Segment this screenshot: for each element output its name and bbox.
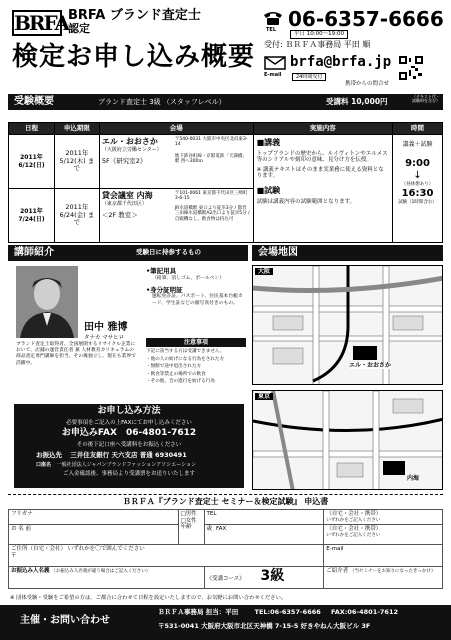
tel-label: TEL [266,27,277,33]
email-label-form: E-mail [326,545,344,552]
col-venue: 会場 [99,123,253,135]
osaka-label: 大阪 [255,268,273,275]
row-venue [99,135,253,189]
email-label: E-mail [264,72,282,78]
tel-type-hint: いずれかをご記入ください [326,517,381,523]
age-unit: 歳 [206,525,213,532]
lecturer-section-title: 講師紹介 [14,247,54,258]
notice-line: ・無断で途中退出された方 [146,364,202,370]
logo [12,10,69,36]
time-start: 9:00 [405,158,430,170]
apply-fax-label: お申込みFAX [61,428,117,439]
exam-fee: 受講料 10,000円 [326,97,388,106]
lecturer-kana: タナカ マサヒロ [84,335,125,341]
apply-bank-label: お振込先 [36,450,62,459]
hours-badge: 平日 10:00～19:00 [290,30,348,39]
lecturer-name: 田中 雅博 [84,322,128,333]
notice-title: 注意事項 [146,338,246,347]
tel-type-label: （自宅・会社・携帯） [326,511,382,517]
apply-line2: その後下記口座へ受講料をお振込ください [76,442,182,449]
bring-list [146,268,246,307]
venue-name: エル・おおさか [101,137,158,146]
apply-line3: ご入金確認後、事務局より受講票をお送りいたします [62,470,195,477]
fax-type-field[interactable] [324,524,443,544]
main-title: 検定お申し込み概要 [12,42,256,72]
test-text: 試験は講義内容の試験範囲となります。 [256,198,356,205]
bring-item-text: （鉛筆、消しゴム、ボールペン） [152,275,225,281]
col-date: 日程 [9,123,55,135]
email-address[interactable]: brfa@brfa.jp [290,54,392,70]
form-row [9,524,443,544]
form-row [9,566,443,588]
course-label: 《受講コース》 [206,575,245,582]
row-venue [99,189,253,243]
apply-fax-row [14,428,244,439]
time-note1: （昼休憩あり） [401,182,434,188]
time-title: 講義＋試験 [402,141,433,148]
lecture-title: ■講義 [256,138,281,147]
postal-label: 〒 [11,552,17,559]
email-field[interactable] [324,544,443,566]
bring-title: 受験日に持参するもの [136,248,201,256]
tokyo-venue-label: 内海 [407,475,420,482]
tel-type-field[interactable] [324,510,443,525]
schedule-header-row [9,123,443,135]
venue-access: JR水道橋駅 東口より徒歩3分 / 都営三田線水道橋駅A2出口より徒歩5分 / 自販機なし、飲食物は持込可 [174,205,250,222]
tokyo-label: 東京 [255,393,273,400]
time-arrow: ↓ [413,170,422,182]
schedule-table [8,122,443,243]
col-time: 時間 [393,123,443,135]
footer [0,605,451,640]
phone-icon [262,10,284,26]
tel-field[interactable] [204,510,324,525]
lecture-text: トップブランドの歴史から、ルイヴィトンやエルメス等のシリアルや刻印の意味、見分け方を伝授。 [256,150,388,164]
lecturer-photo [16,266,78,338]
exam-section-bar [8,94,443,110]
mobile-note: 携帯からの問合せ [345,81,390,87]
furigana-field[interactable] [9,510,179,525]
payer-field[interactable] [9,566,205,588]
apply-fax-number[interactable]: 06-4801-7612 [126,428,197,439]
exam-course: ブランド査定士 3級 （スタッフレベル） [98,98,226,106]
notice-line: ・飲食等禁止の場所での飲食 [146,371,206,377]
venue-address: 〒540-0031 大阪市中央区北浜東3-14 [174,137,248,148]
furigana-label: フリガナ [11,511,33,517]
row-deadline: 2011年 6/24(金) まで [54,189,99,243]
apply-bank-row [14,452,244,460]
notice-line: ・他の人の妨げになる行為をされた方 [146,356,225,362]
lecturer-bio: ブランド査定士取得者。全国展開するリサイクル企業において、店舗の運営責任者 兼 人材教育カリキュラムの商品査定専門講師を担当。その後独立し、現在も業界で活躍中。 [16,342,136,366]
footer-address: 〒531-0041 大阪府大阪市北区天神橋 7-15-5 好きやねん大阪ビル 3F [158,622,371,630]
footer-org-row [158,609,398,617]
tel-number[interactable]: 06-6357-6666 [288,7,444,31]
footer-org: ＢＲＦＡ事務局 担当：平田 [158,608,239,616]
address-label: ご住所（自宅・会社） いずれかを〇で囲んでください [11,545,145,552]
apply-holder-label: 口座名 [36,461,52,468]
fax-label-form: FAX [216,525,227,532]
payer-note: （お振込み人名義が違う場合はご記入ください） [51,568,151,574]
lecture-title-text: 講義 [264,138,281,147]
form-row [9,544,443,566]
tokyo-map[interactable] [252,390,443,490]
exam-section-title: 受験概要 [14,96,54,107]
bring-item-title-text: 身分証明証 [150,285,183,294]
referral-field[interactable] [324,566,443,588]
venue-name: 貸会議室 内海 [101,191,153,200]
col-deadline: 申込期限 [54,123,99,135]
form-row [9,510,443,525]
male-checkbox[interactable]: □男性 [180,511,197,517]
footer-fax[interactable]: FAX:06-4801-7612 [331,608,399,616]
row-date: 2011年 7/24(日) [9,189,55,243]
test-title: ■試験 [256,185,281,195]
logo-sub: 認定 [68,22,90,35]
bring-item [146,268,246,282]
apply-holder-row [14,462,244,468]
venue-room: 5F《研究室2》 [101,156,147,165]
notice-box [146,338,246,385]
bring-item-title: •身分証明証 [146,285,183,294]
apply-holder: 一般社団法人ジャパンブランドファッションアソシエーション [56,461,196,468]
apply-box [14,404,244,488]
course-field[interactable] [204,566,324,588]
fax-type-label: （自宅・会社・携帯） [326,525,382,532]
venue-sub: （大阪府立労働センター） [101,146,162,153]
content-cell [253,135,392,243]
time-note2: 試験（1時間含む） [398,199,437,205]
map-section-bar [252,245,443,261]
name-field[interactable] [9,524,179,544]
notice-line: 下記に該当する方は受講できません。 [146,349,225,355]
logo-text: BRFA [14,11,69,35]
header [0,0,451,92]
notice-line: ・その他、会の進行を妨げる行為 [146,379,215,385]
bring-item-title: •筆記用具 [146,267,177,275]
payer-label: お振込み人名義 [11,567,50,574]
venue-room: ＜2F 教室＞ [101,210,138,219]
female-checkbox[interactable]: □女性 [180,517,197,524]
row-deadline: 2011年 5/12(木) まで [54,135,99,189]
schedule-row [9,135,443,189]
bring-item [146,287,246,307]
osaka-map[interactable] [252,265,443,385]
venue-access: 地下鉄谷町線・京阪電鉄「天満橋」駅 西へ300ｍ [174,153,247,165]
name-label: お 名 前 [11,525,31,532]
venue-sub: （東京都千代田区） [101,200,147,207]
fax-type-hint: いずれかをご記入ください [326,532,381,538]
test-title-text: 試験 [264,185,281,195]
bring-item-title-text: 筆記用具 [150,267,177,275]
form-title: ＢＲＦＡ『ブランド査定士 セミナー＆検定試験』 申込書 [122,497,329,506]
row-date: 2011年 6/12(日) [9,135,55,189]
brand-line: BRFA ブランド査定士 [68,8,201,23]
form-footnote: ※ 団体受験・受験をご希望の方は、ご都合に合わせて日程を設定いたしますので、お気軽にお問い合わせください。 [10,595,287,601]
course-value: 3級 [260,567,285,584]
apply-bank: 三井住友銀行 天六支店 普通 6930491 [70,450,187,459]
footer-tel[interactable]: TEL:06-6357-6666 [254,608,321,616]
footer-label: 主催・お問い合わせ [20,615,110,626]
cut-line [8,494,443,495]
age-label: 年齢 [180,524,192,531]
col-content: 実施内容 [253,123,392,135]
qr-code-icon[interactable] [399,56,423,80]
tel-label-form: TEL [206,511,217,517]
bring-item-text: 運転免許証、パスポート、住民基本台帳カード、学生証などの顔写真付きのもの。 [152,294,243,306]
address-field[interactable] [9,544,324,566]
lecturer-section-bar [8,245,248,261]
email-note: 24時間受付 [292,73,326,81]
apply-line1: 必要事項をご記入の上FAXにてお申し込みください [66,419,192,426]
venue-address: 〒101-0061 東京都千代田区三崎町3-6-15 [174,191,248,202]
time-end: 16:30 [401,187,434,199]
referral-note: （当セミナーをお知りになったきっかけ） [350,568,436,574]
mail-icon [264,56,286,70]
osaka-venue-label: エル・おおさか [349,362,392,369]
map-section-title: 会場地図 [258,247,298,258]
lecture-note: ※ 講義テキストはそのまま実業務に使える資料となります。 [256,166,384,180]
application-form [8,509,443,589]
time-cell [393,135,443,243]
gender-field[interactable] [178,510,204,545]
fax-field[interactable] [204,524,324,544]
exam-fee-note: （テキスト代・試験料を含む） [412,94,440,104]
referral-label: ご紹介者 [326,567,349,574]
apply-title: お申し込み方法 [97,406,161,416]
contact-line: 受付: ＢＲＦＡ事務局 平田 順 [264,40,371,49]
